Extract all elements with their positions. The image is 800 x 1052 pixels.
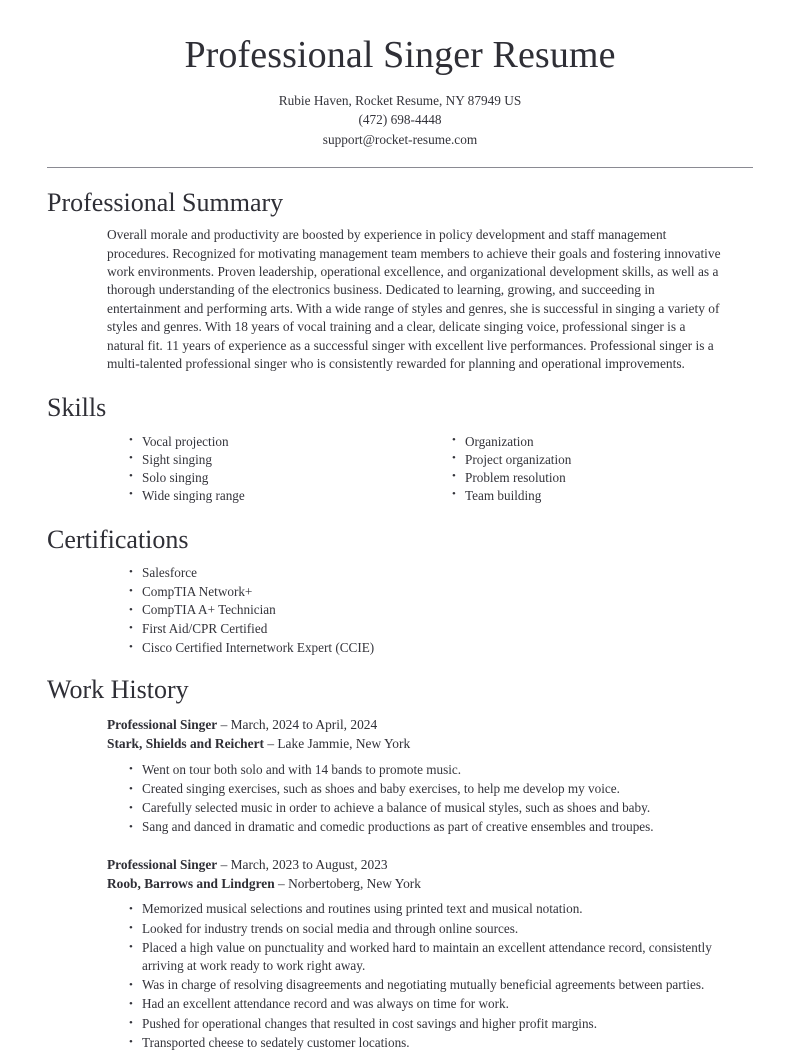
job-dates: March, 2023 to August, 2023 [230, 856, 388, 872]
page-title: Professional Singer Resume [184, 34, 616, 76]
job-company-line [107, 734, 753, 753]
professional-summary-body [47, 226, 753, 373]
job-title-line [107, 855, 753, 874]
list-item: • Went on tour both solo and with 14 bands to promote music. [129, 761, 753, 779]
section-certifications [47, 524, 753, 657]
section-professional-summary [47, 187, 753, 373]
resume-header [47, 0, 753, 168]
skills-column-right [430, 433, 753, 505]
skills-list-right [430, 433, 753, 505]
job-separator: – [274, 876, 289, 892]
job-location: Norbertoberg, New York [288, 876, 421, 892]
list-item: • Solo singing [129, 469, 430, 487]
certifications-list [107, 564, 753, 657]
certifications-body [47, 564, 753, 657]
section-heading-skills: Skills [47, 393, 107, 423]
section-heading-work-history: Work History [47, 674, 189, 704]
job-responsibilities-list [107, 900, 753, 1052]
list-item: • Project organization [452, 451, 753, 469]
contact-phone: (472) 698-4448 [358, 112, 442, 128]
list-item: • Looked for industry trends on social media and through online sources. [129, 920, 753, 938]
list-item: • Organization [452, 433, 753, 451]
list-item: • Pushed for operational changes that resulted in cost savings and higher profit margins. [129, 1015, 753, 1033]
list-item: • Cisco Certified Internetwork Expert (CCIE) [129, 639, 753, 657]
list-item: • Salesforce [129, 564, 753, 582]
list-item: • Vocal projection [129, 433, 430, 451]
list-item: • Carefully selected music in order to achieve a balance of musical styles, such as shoes and baby. [129, 799, 753, 817]
list-item: • Transported cheese to sedately customer locations. [129, 1034, 753, 1052]
list-item: • Sight singing [129, 451, 430, 469]
job-separator: – [263, 736, 278, 752]
header-divider [47, 167, 753, 168]
job-separator: – [217, 856, 231, 872]
list-item: • Problem resolution [452, 469, 753, 487]
job-company-line [107, 874, 753, 893]
section-work-history [47, 674, 753, 1052]
work-history-entry [47, 715, 753, 837]
job-separator: – [217, 717, 231, 732]
job-dates: March, 2024 to April, 2024 [230, 717, 378, 732]
list-item: • CompTIA A+ Technician [129, 601, 753, 619]
list-item: • First Aid/CPR Certified [129, 620, 753, 638]
list-item: • Had an excellent attendance record and was always on time for work. [129, 995, 753, 1013]
job-title-line [107, 715, 753, 734]
section-skills [47, 392, 753, 504]
job-responsibilities-list [107, 761, 753, 837]
section-heading-professional-summary: Professional Summary [47, 188, 284, 218]
list-item: • Was in charge of resolving disagreements and negotiating mutually beneficial agreements between parties. [129, 976, 753, 994]
list-item: • Memorized musical selections and routines using printed text and musical notation. [129, 900, 753, 918]
list-item: • Wide singing range [129, 487, 430, 505]
contact-address: Rubie Haven, Rocket Resume, NY 87949 US [278, 92, 522, 108]
job-company: Stark, Shields and Reichert [107, 736, 264, 752]
work-history-entry [47, 855, 753, 1052]
list-item: • Team building [452, 487, 753, 505]
professional-summary-text: Overall morale and productivity are boosted by experience in policy development and staff management procedures. Recognized for motivating management team members to achieve their goals and fostering innovative work environments. Proven leadership, operational excellence, and organizational development skills, as well as a thorough understanding of the electronics business. Dedicated to learning, growing, and succeeding in entertainment and performing arts. With a wide range of styles and genres, she is successful in singing a variety of styles and genres. With 18 years of vocal training and a clear, delicate singing voice, professional singer is a natural fit. 11 years of experience as a successful singer with excellent live performances. Professional singer is a multi-talented professional singer who is consistently rewarded for planning and operational improvements. [107, 227, 721, 372]
skills-column-left [107, 433, 430, 505]
list-item: • Sang and danced in dramatic and comedic productions as part of creative ensembles and troupes. [129, 818, 753, 836]
skills-columns [47, 433, 753, 505]
job-title: Professional Singer [107, 717, 218, 732]
job-company: Roob, Barrows and Lindgren [107, 876, 275, 892]
section-heading-certifications: Certifications [47, 524, 189, 554]
list-item: • Placed a high value on punctuality and worked hard to maintain an excellent attendance record, consistently arriving at work ready to work right away. [129, 939, 753, 975]
skills-list-left [107, 433, 430, 505]
contact-email: support@rocket-resume.com [322, 131, 478, 147]
list-item: • CompTIA Network+ [129, 583, 753, 601]
job-location: Lake Jammie, New York [277, 736, 411, 752]
list-item: • Created singing exercises, such as shoes and baby exercises, to help me develop my voice. [129, 780, 753, 798]
job-title: Professional Singer [107, 856, 218, 872]
